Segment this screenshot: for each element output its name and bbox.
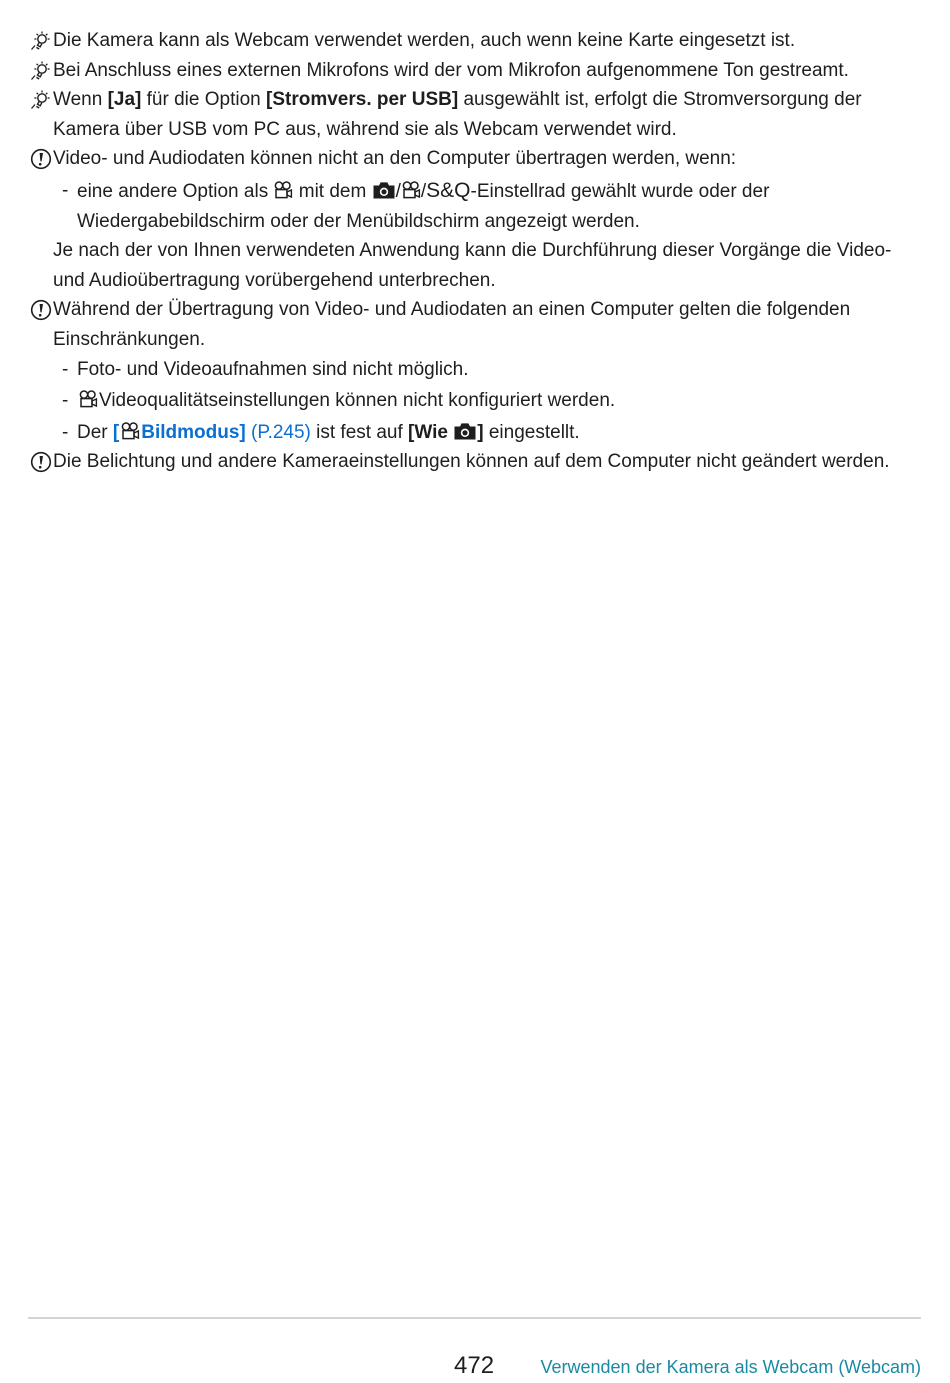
note-text: Einschränkungen.: [53, 328, 206, 350]
list-dash: -: [62, 390, 69, 412]
note-text: Die Belichtung und andere Kameraeinstellungen können auf dem Computer nicht geändert werden.: [53, 451, 890, 473]
movie-mode-icon: [401, 180, 421, 200]
restriction-list-item: [30, 386, 925, 416]
note-text: Bei Anschluss eines externen Mikrofons wird der vom Mikrofon aufgenommene Ton gestreamt.: [53, 59, 849, 81]
item-text: ist fest auf: [310, 421, 409, 443]
option-usb-power: [Stromvers. per USB]: [266, 89, 459, 111]
tip-icon: [30, 60, 52, 82]
restriction-list-item: [30, 418, 925, 448]
camera-icon: [372, 180, 396, 200]
item-text: Foto- und Videoaufnahmen sind nicht möglich.: [77, 358, 469, 380]
list-dash: -: [62, 421, 69, 443]
note-text: Je nach der von Ihnen verwendeten Anwendung kann die Durchführung dieser Vorgänge die Video-: [53, 240, 892, 262]
tip-note-webcam-without-card: [30, 26, 925, 56]
notes-content: [30, 26, 925, 477]
item-text: Wiedergabebildschirm oder der Menübildschirm angezeigt werden.: [77, 210, 640, 232]
item-text: -Einstellrad gewählt wurde oder der: [470, 180, 770, 202]
item-text: Videoqualitätseinstellungen können nicht konfiguriert werden.: [99, 390, 616, 412]
list-dash: -: [62, 358, 69, 380]
link-bracket: [: [112, 421, 120, 443]
movie-mode-icon: [273, 180, 293, 200]
tip-note-usb-power: [30, 85, 925, 144]
list-dash: -: [62, 179, 69, 201]
note-text: Während der Übertragung von Video- und Audiodaten an einen Computer gelten die folgenden: [53, 299, 851, 321]
caution-icon: [30, 451, 52, 473]
tip-icon: [30, 30, 52, 52]
footer-divider: [28, 1317, 921, 1319]
caution-icon: [30, 148, 52, 170]
item-text: eine andere Option als: [77, 180, 274, 202]
item-text: eingestellt.: [483, 421, 580, 443]
caution-note-settings: [30, 447, 925, 477]
note-text: Video- und Audiodaten können nicht an den Computer übertragen werden, wenn:: [53, 148, 737, 170]
note-text: Die Kamera kann als Webcam verwendet werden, auch wenn keine Karte eingesetzt ist.: [53, 30, 796, 51]
caution-note-restrictions: [30, 295, 925, 354]
caution-continuation: [30, 236, 925, 295]
item-text: mit dem: [293, 180, 372, 202]
movie-mode-icon: [77, 389, 99, 409]
setting-value: [Wie: [408, 421, 454, 443]
camera-icon: [453, 421, 477, 441]
page-reference-link[interactable]: (P.245): [251, 421, 311, 443]
link-text: Bildmodus]: [141, 421, 246, 443]
item-text: Der: [77, 421, 113, 443]
condition-list-item: - eine andere Option als mit dem / /S&Q-Einstellrad gewählt wurde oder der Wiedergabebildschirm oder der Menübildschirm angezeigt werden.: [30, 176, 925, 236]
note-text: und Audioübertragung vorübergehend unterbrechen.: [53, 269, 496, 291]
note-text: Wenn: [53, 89, 108, 111]
sq-mode-label: S&Q: [426, 178, 471, 202]
tip-icon: [30, 89, 52, 111]
movie-mode-icon: [119, 421, 141, 441]
caution-icon: [30, 299, 52, 321]
page-number: 472: [454, 1352, 495, 1379]
option-ja: [Ja]: [107, 89, 142, 111]
restriction-list-item: [30, 355, 925, 385]
bildmodus-link[interactable]: [113, 422, 246, 443]
note-text: ausgewählt ist, erfolgt die Stromversorgung der Kamera über USB vom PC aus, während sie als Webcam verwendet wird.: [53, 89, 862, 140]
caution-note-transfer-conditions: [30, 144, 925, 174]
setting-value-close: ]: [477, 421, 484, 443]
note-text: für die Option: [141, 89, 266, 111]
section-title-link[interactable]: Verwenden der Kamera als Webcam (Webcam): [540, 1357, 921, 1377]
tip-note-external-microphone: [30, 56, 925, 86]
